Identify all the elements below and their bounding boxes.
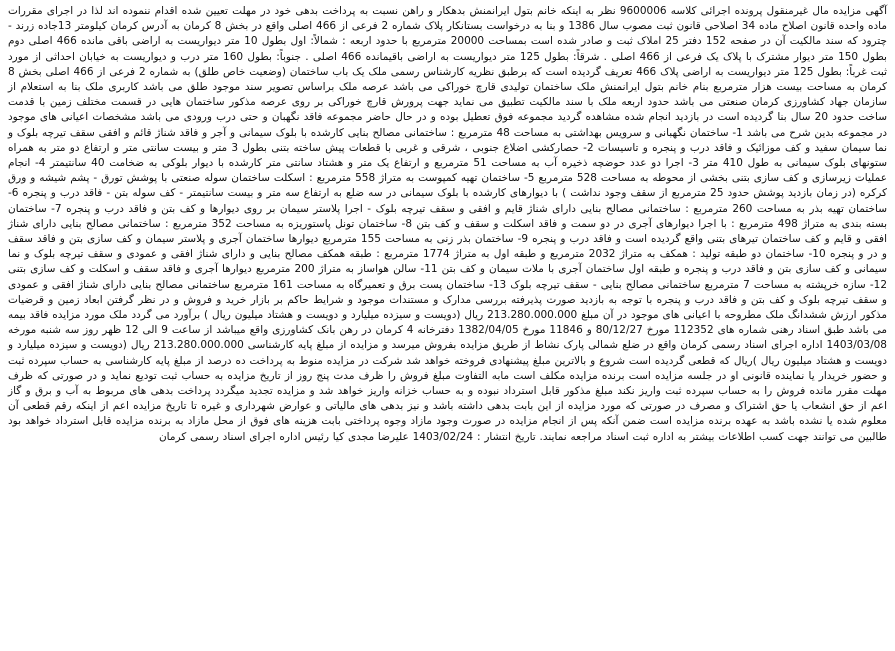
auction-notice-text: آگهی مزایده مال غیرمنقول پرونده اجرائی کلاسه 9600006 نظر به اینکه خانم بتول ایرانمنش بدهکار و راهن نسبت به پرداخت بدهی خود در مهلت تعیین شده اقدام ننموده اند لذا در اجرای مقررات ماده واحده قانون اصلاح ماده 34 اصلاحی قانون ثبت مصوب سال 1386 و بنا به درخواست بستانکار پلاک شماره 2 فرعی از 466 اصلی واقع در بخش 8 کرمان به آدرس کرمان کیلومتر 13جاده زرند - چترود که سند مالکیت آن در صفحه 152 دفتر 25 املاک ثبت و صادر شده است بمساحت 20000 مترمربع با حدود اربعه : شمالاً: اول بطول 10 متر دیواریست به اراضی باقی مانده 466 اصلی دوم بطول 150 متر دیوار مشترک با پلاک یک فرعی از 466 اصلی . شرقاً: بطول 125 متر دیواریست به اراضی باقیمانده 466 اصلی . جنوباً: بطول 160 متر درب و دیواریست به خیابان احداثی از مورد ثبت غرباً: بطول 125 متر دیواریست به اراضی پلاک 466 تعریف گردیده است که برطبق نظریه کارشناس رسمی ملک یک باب ساختمان (وضعیت خاص طلق) به شماره 2 فرعی از 466 اصلی بخش 8 کرمان به مساحت بیست هزار مترمربع بنام خانم بتول ایرانمنش ملک ساختمان تولیدی قارچ خوراکی می باشد عرصه ملک براساس تصویر سند موجود طلق می باشد کاربری ملک بنا به استعلام از سازمان جهاد کشاورزی کرمان صنعتی می باشد حدود اربعه ملک با سند مالکیت تطبیق می نماید جهت پرورش قارچ خوراکی بر روی عرصه مذکور ساختمان هایی در قسمت مختلف زمین با قدمت ساخت حدود 20 سال بنا گردیده است در بازدید انجام شده مشاهده گردید مجموعه فوق تعطیل بوده و در حال حاضر مجموعه فاقد نگهبان و حتی درب ورودی می باشد مشخصات اعیانی های موجود در مجموعه بدین شرح می باشد 1- ساختمان نگهبانی و سرویس بهداشتی به مساحت 48 مترمربع : ساختمانی مصالح بنایی کارشده با بلوک سیمانی و آجر و فاقد شناژ قائم و افقی سقف تیرچه بلوک و نما سیمان سفید و کف موزائیک و فاقد درب و پنجره و تاسیسات 2- حصارکشی اضلاع جنوبی ، شرقی و غربی با قطعات پیش ساخته بتنی بطول 3 متر و بیست سانتی متر و ارتفاع دو متر به همراه ستونهای بلوک سیمانی به طول 410 متر 3- اجرا دو عدد حوضچه ذخیره آب به مساحت 51 مترمربع و ارتفاع یک متر و هشتاد سانتی متر کارشده با دیوار بلوکی به ضخامت 40 سانتیمتر 4- انجام عملیات زیرسازی و کف سازی بتنی بخشی از محوطه به مساحت 528 مترمربع 5- ساختمان تهیه کمپوست به متراژ 558 مترمربع : اسکلت ساختمان سوله صنعتی با پوشش تورق - پشم شیشه و ورق کرکره (در زمان بازدید پوشش حدود 25 مترمربع از سقف وجود نداشت ) با دیوارهای کارشده با بلوک سیمانی در سه ضلع به ارتفاع سه متر و بیست سانتیمتر - کف سوله بتن - فاقد درب و پنجره 6- ساختمان تهیه بذر به مساحت 260 مترمربع : ساختمانی مصالح بنایی دارای شناژ قایم و افقی و سقف تیرچه بلوک - اجرا پلاستر سیمان بر روی دیوارها و کف بتن و فاقد درب و پنجره 7- ساختمان بسته بندی به متراژ 498 مترمربع : با اجرا دیوارهای آجری در دو سمت و فاقد اسکلت و سقف و کف بتن 8- ساختمان تونل پاستوریزه به مساحت 352 مترمربع : ساختمانی مصالح بنایی دارای شناژ افقی و قایم و کف ساختمان تیرهای بتنی واقع گردیده است و فاقد درب و پنجره 9- ساختمان بذر زنی به مساحت 155 مترمربع دیوارها ساختمان آجری و پلاستر سیمان و کف سازی بتن و فاقد سقف و در و پنجره 10- ساختمان دو طبقه تولید : همکف به متراژ 2032 مترمربع و طبقه اول به متراژ 1774 مترمربع : طبقه همکف مصالح بنایی و دارای شناژ افقی و عمودی و سقف تیرچه بلوک و نما سیمانی و کف سازی بتن و فاقد درب و پنجره و طبقه اول ساختمان آجری با ملات سیمان و کف بتن 11- سالن هواساز به متراژ 200 مترمربع دیوارها آجری و فاقد سقف و اسکلت و کف سازی بتنی 12- سازه خرپشته به مساحت 7 مترمربع ساختمانی مصالح بنایی - سقف تیرچه بلوک 13- ساختمان پست برق و تعمیرگاه به مساحت 161 مترمربع ساختمانی مصالح بنایی دارای شناژ افقی و عمودی و سقف تیرچه بلوک و کف بتن و فاقد درب و پنجره با توجه به بازدید صورت پذیرفته بررسی مدارک و مستندات موجود و شرایط حاکم بر بازار خرید و فروش و در نظر گرفتن ابعاد زمین و قرضیات مذکور ارزش ششدانگ ملک مطروحه با اعیانی های موجود در آن مبلغ 213.280.000.000 ریال (دویست و سیزده میلیارد و دویست و هشتاد میلیون ریال ) برآورد می گردد ملک مورد مزایده فاقد بیمه می باشد طبق اسناد رهنی شماره های 112352 مورخ 80/12/27 و 11846 مورخ 1382/04/05 دفترخانه 4 کرمان در رهن بانک کشاورزی واقع میباشد از ساعت 9 الی 12 ظهر روز سه شنبه مورخه 1403/03/08 اداره اجرای اسناد رسمی کرمان واقع در ضلع شمالی پارک نشاط از طریق مزایده بفروش میرسد و مزایده از مبلغ پایه کارشناسی 213.280.000.000 ریال (دویست و سیزده میلیارد و دویست و هشتاد میلیون ریال )ریال که قطعی گردیده است شروع و بالاترین مبلغ پیشنهادی فروخته خواهد شد شرکت در مزایده منوط به پرداخت ده درصد از مبلغ پایه کارشناسی به حساب سپرده ثبت و حضور خریدار یا نماینده قانونی او در جلسه مزایده است برنده مزایده مکلف است مابه التفاوت مبلغ فروش را ظرف مدت پنج روز از تاریخ مزایده به حساب ثبت تودیع نماید و در صورتی که ظرف مهلت مقرر مانده فروش را به حساب سپرده ثبت واریز نکند مبلغ مذکور قابل استرداد نبوده و به حساب خزانه واریز خواهد شد و مزایده تجدید میگردد پرداخت بدهی های مربوط به آب و برق و گاز اعم از حق انشعاب یا حق اشتراک و مصرف در صورتی که مورد مزایده از این بابت بدهی داشته باشد و نیز بدهی های مالیاتی و عوارض شهرداری و غیره تا تاریخ مزایده اعم از اینکه رقم قطعی آن معلوم شده یا نشده باشد به عهده برنده مزایده است ضمن آنکه پس از انجام مزایده در صورت وجود مازاد وجوه پرداختی بابت هزینه های فوق از محل مازاد به برنده مزایده قابل استرداد خواهد بود طالبین می توانند جهت کسب اطلاعات بیشتر به اداره ثبت اسناد مراجعه نمایند. تاریخ انتشار : 1403/02/24 علیرضا مجدی کیا رئیس اداره اجرای اسناد رسمی کرمان xyxy=(8,5,888,443)
